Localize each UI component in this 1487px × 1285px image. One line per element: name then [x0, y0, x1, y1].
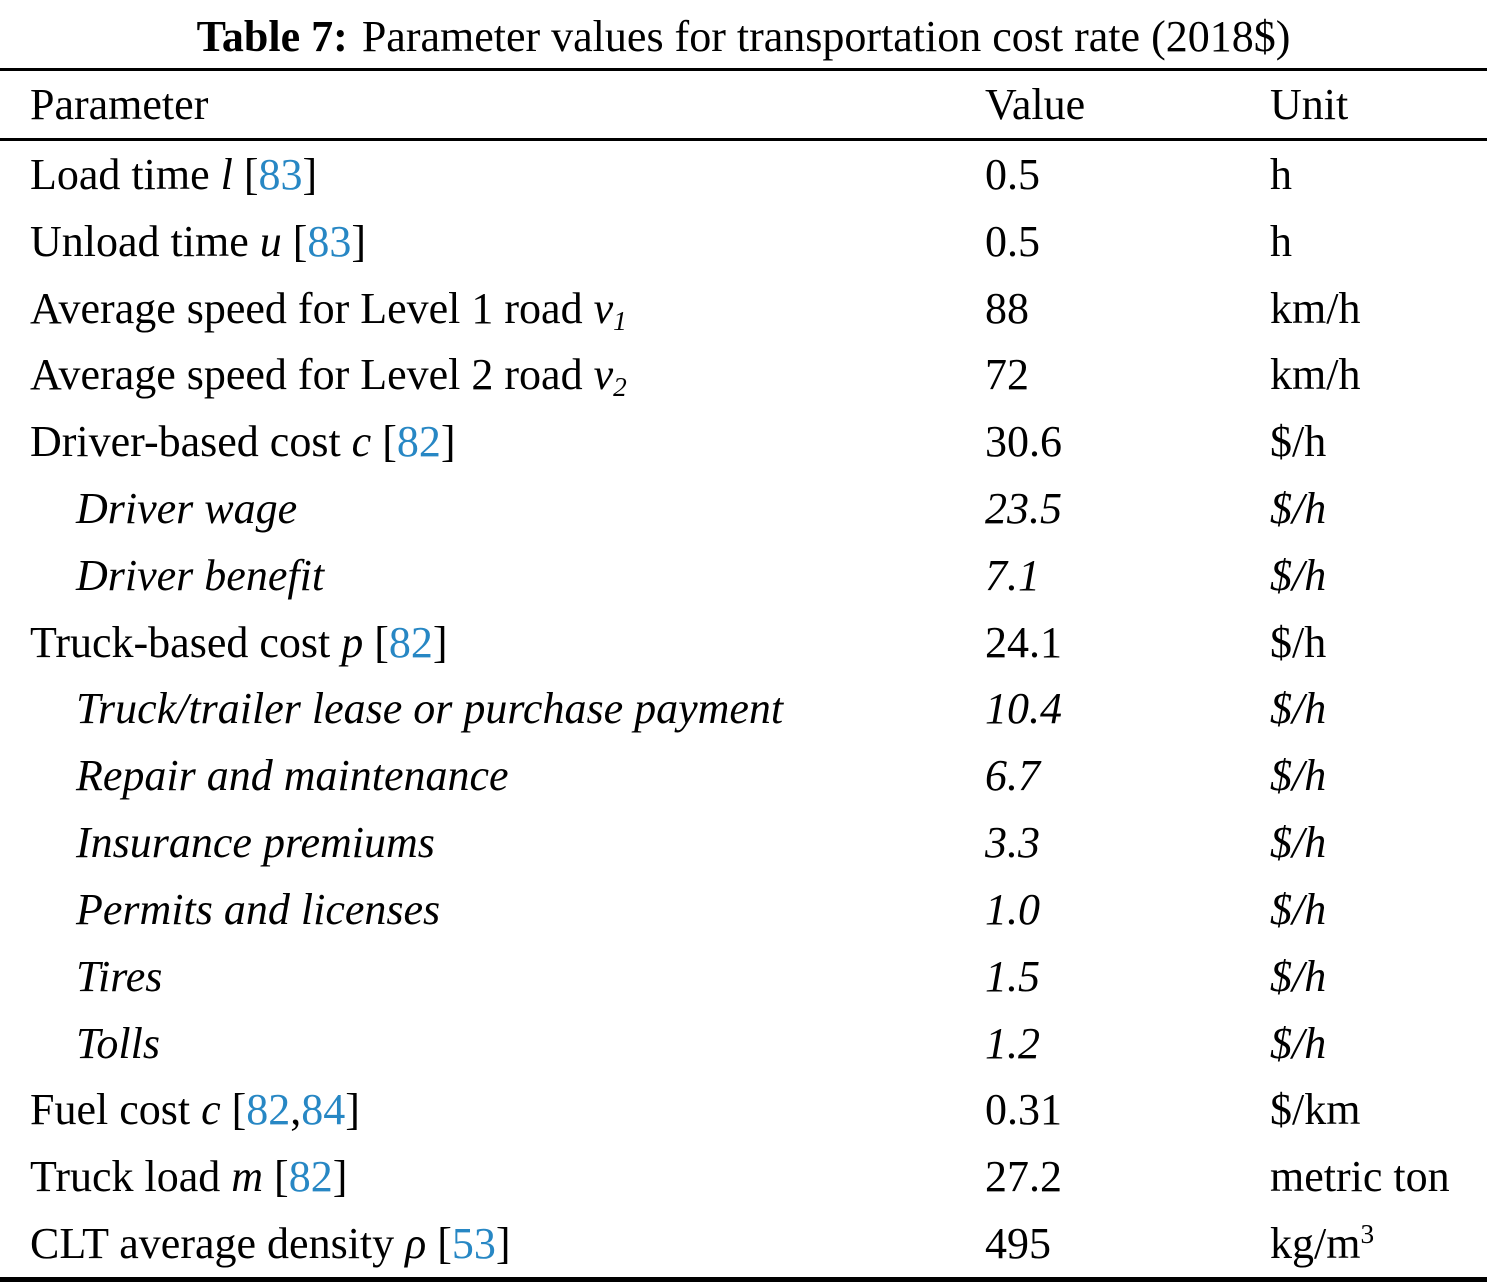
- citation-link[interactable]: [82]: [382, 417, 456, 467]
- unit-cell: $/km: [1270, 1085, 1361, 1135]
- param-cell: Driver-based cost c [82]: [30, 417, 456, 467]
- param-variable: c: [351, 417, 372, 467]
- unit-cell: $/h: [1270, 1018, 1327, 1068]
- value-cell: 72: [985, 350, 1029, 400]
- unit-cell: h: [1270, 216, 1292, 266]
- value-cell: 6.7: [985, 751, 1040, 801]
- column-header-unit: Unit: [1270, 80, 1349, 129]
- param-cell: Insurance premiums: [76, 818, 435, 868]
- table-row: [0, 475, 1487, 542]
- unit-cell: $/h: [1270, 484, 1327, 534]
- table-row: [0, 742, 1487, 809]
- value-cell: 0.5: [985, 216, 1040, 266]
- param-cell: Average speed for Level 1 road $v_1$: [30, 283, 627, 336]
- table-caption: [0, 0, 1487, 68]
- param-cell: Repair and maintenance: [76, 751, 509, 801]
- unit-cell: $/h: [1270, 417, 1327, 467]
- table-row: [0, 341, 1487, 408]
- unit-cell: $/h: [1270, 818, 1327, 868]
- param-cell: Driver benefit: [76, 550, 325, 600]
- citation-link[interactable]: [82,84]: [231, 1085, 360, 1135]
- unit-cell: metric ton: [1270, 1152, 1450, 1202]
- table-row: [0, 676, 1487, 743]
- table-body: [0, 141, 1487, 1277]
- unit-cell: $/h: [1270, 951, 1327, 1001]
- value-cell: 0.5: [985, 149, 1040, 199]
- citation-link[interactable]: [53]: [437, 1219, 511, 1269]
- param-cell: Tires: [76, 951, 163, 1001]
- value-cell: 1.0: [985, 884, 1040, 934]
- citation-number[interactable]: 83: [307, 216, 352, 266]
- value-cell: 30.6: [985, 417, 1062, 467]
- citation-number[interactable]: 83: [258, 149, 303, 199]
- table-row: [0, 408, 1487, 475]
- unit-cell: $kg/m^3$: [1270, 1219, 1375, 1269]
- citation-number[interactable]: 53: [451, 1219, 496, 1269]
- table-caption-label: Table 7:: [196, 11, 348, 61]
- citation-number[interactable]: 82: [388, 617, 433, 667]
- citation-link[interactable]: [83]: [243, 149, 318, 199]
- value-cell: 27.2: [985, 1152, 1062, 1202]
- param-cell: Load time l [83]: [30, 149, 318, 199]
- table-row: [0, 275, 1487, 342]
- column-header-value: Value: [985, 80, 1086, 129]
- param-variable: c: [201, 1085, 221, 1135]
- table-row: [0, 876, 1487, 943]
- param-variable: $v_2$: [593, 350, 627, 403]
- param-cell: Truck-based cost p [82]: [30, 617, 448, 667]
- table-bottom-rule: [0, 1277, 1487, 1282]
- citation-number[interactable]: 82: [288, 1152, 333, 1202]
- param-cell: Truck load m [82]: [30, 1152, 348, 1202]
- table-row: [0, 1010, 1487, 1077]
- param-variable: p: [341, 617, 364, 667]
- param-variable: ρ: [405, 1219, 427, 1269]
- unit-cell: h: [1270, 149, 1292, 199]
- column-header-parameter: Parameter: [30, 80, 209, 129]
- unit-cell: $/h: [1270, 550, 1327, 600]
- param-variable: u: [259, 216, 282, 266]
- table-row: [0, 609, 1487, 676]
- value-cell: 1.5: [985, 951, 1040, 1001]
- value-cell: 88: [985, 283, 1029, 333]
- unit-cell: km/h: [1270, 283, 1361, 333]
- citation-link[interactable]: [82]: [374, 617, 448, 667]
- param-variable: m: [231, 1152, 264, 1202]
- citation-number[interactable]: 82: [246, 1085, 291, 1135]
- unit-cell: $/h: [1270, 751, 1327, 801]
- param-cell: Driver wage: [76, 484, 298, 534]
- table-caption-text: Parameter values for transportation cost rate (2018$): [361, 11, 1291, 61]
- param-cell: Truck/trailer lease or purchase payment: [76, 684, 784, 734]
- table-row: [0, 1210, 1487, 1277]
- param-cell: Fuel cost c [82,84]: [30, 1085, 360, 1135]
- table-row: [0, 809, 1487, 876]
- value-cell: 23.5: [985, 484, 1062, 534]
- unit-cell: $/h: [1270, 684, 1327, 734]
- unit-cell: $/h: [1270, 617, 1327, 667]
- value-cell: 1.2: [985, 1018, 1040, 1068]
- value-cell: 0.31: [985, 1085, 1062, 1135]
- table-row: [0, 208, 1487, 275]
- table-header-row: [0, 71, 1487, 141]
- citation-number[interactable]: 82: [396, 417, 441, 467]
- param-cell: Average speed for Level 2 road $v_2$: [30, 350, 627, 403]
- table-row: [0, 1143, 1487, 1210]
- param-cell: Permits and licenses: [76, 884, 441, 934]
- citation-link[interactable]: [82]: [274, 1152, 348, 1202]
- value-cell: 495: [985, 1219, 1051, 1269]
- value-cell: 10.4: [985, 684, 1062, 734]
- citation-number[interactable]: 84: [301, 1085, 346, 1135]
- table-row: [0, 943, 1487, 1010]
- value-cell: 3.3: [985, 818, 1040, 868]
- citation-link[interactable]: [83]: [292, 216, 367, 266]
- value-cell: 24.1: [985, 617, 1062, 667]
- param-cell: Unload time u [83]: [30, 216, 367, 266]
- param-variable: l: [220, 149, 233, 199]
- table-row: [0, 141, 1487, 208]
- param-cell: Tolls: [76, 1018, 161, 1068]
- param-variable: $v_1$: [593, 283, 627, 336]
- table-row: [0, 1077, 1487, 1144]
- param-cell: CLT average density ρ [53]: [30, 1219, 511, 1269]
- unit-cell: km/h: [1270, 350, 1361, 400]
- value-cell: 7.1: [985, 550, 1040, 600]
- table-row: [0, 542, 1487, 609]
- unit-cell: $/h: [1270, 884, 1327, 934]
